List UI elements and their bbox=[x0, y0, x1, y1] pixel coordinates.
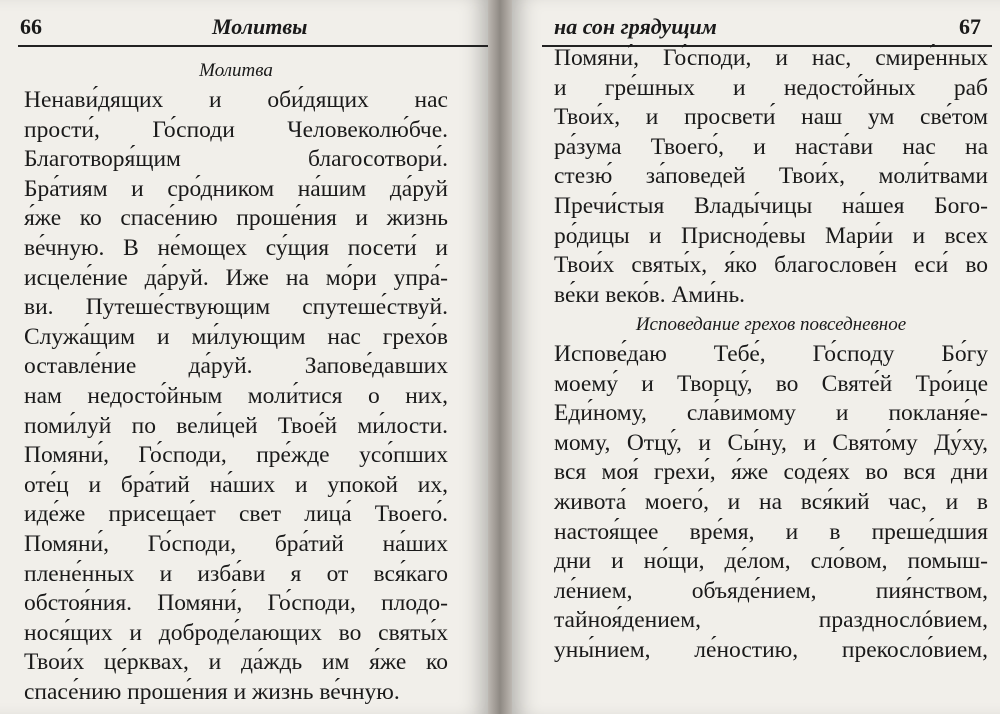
book-gutter bbox=[488, 0, 512, 714]
text-line: я́же ко спасе́нию проше́ния и жизнь bbox=[24, 205, 448, 232]
left-page-number: 66 bbox=[20, 14, 42, 39]
text-line: тайноя́дением, празднослóвием, bbox=[554, 607, 988, 634]
text-line: дни и но́щи, де́лом, сло́вом, помыш- bbox=[554, 548, 988, 575]
text-line: мому, Отцу́, и Сы́ну, и Свято́му Ду́ху, bbox=[554, 429, 988, 456]
text-line: Испове́даю Тебе́, Го́споду Бо́гу bbox=[554, 341, 988, 367]
left-page bbox=[0, 0, 488, 714]
text-line: настоя́щее вре́мя, и в преше́дшия bbox=[554, 518, 988, 545]
left-prayer-text bbox=[24, 86, 448, 707]
text-line: поми́луй по вели́цей Твое́й ми́лости. bbox=[24, 412, 448, 439]
text-line: живота́ моего́, и на вся́кий час, и в bbox=[554, 488, 988, 515]
text-line: Ненави́дящих и оби́дящих нас bbox=[24, 87, 448, 113]
text-line: спасе́нию проше́ния и жизнь ве́чную. bbox=[24, 678, 400, 705]
text-line: Благотворя́щим благосотвори́. bbox=[24, 146, 448, 173]
text-line: плене́нных и изба́ви я от вся́каго bbox=[24, 560, 448, 587]
right-page-number: 67 bbox=[959, 14, 981, 39]
text-line: ве́ки веко́в. Ами́нь. bbox=[554, 281, 746, 308]
right-section-title: Исповедание грехов повседневное bbox=[635, 314, 907, 335]
text-line: ве́чную. В не́мощех су́щия посети́ и bbox=[24, 234, 448, 261]
text-line: Помяни́, Го́споди, пре́жде усо́пших bbox=[24, 442, 448, 469]
left-section-title: Молитва bbox=[199, 60, 273, 81]
text-line: Бра́тиям и сро́дником на́шим да́руй bbox=[24, 175, 448, 202]
text-line: Твои́х це́рквах, и да́ждь им я́же ко bbox=[24, 649, 448, 676]
left-header-rule bbox=[18, 45, 488, 47]
text-line: исцеле́ние да́руй. Иже на мо́ри упра́- bbox=[24, 264, 448, 291]
text-line: оте́ц и бра́тий на́ших и упокой их, bbox=[24, 471, 448, 498]
text-line: и гре́шных и недосто́йных раб bbox=[554, 74, 988, 101]
text-line: обстоя́ния. Помяни́, Го́споди, плодо- bbox=[24, 590, 448, 617]
right-text-block-top bbox=[554, 44, 988, 310]
left-running-title: Молитвы bbox=[212, 14, 308, 39]
text-line: вся моя́ грехи́, я́же соде́ях во вся дни bbox=[554, 459, 988, 486]
text-line: уны́нием, ле́ностию, прекосло́вием, bbox=[554, 636, 988, 663]
text-line: Помяни́, Го́споди, бра́тий на́ших bbox=[24, 530, 448, 557]
left-text-block bbox=[24, 56, 448, 707]
text-line: ра́зума Твоего́, и наста́ви нас на bbox=[554, 133, 988, 160]
text-line: оставле́ние да́руй. Запове́давших bbox=[24, 353, 448, 380]
text-line: Пречи́стыя Влады́чицы на́шея Бого- bbox=[554, 192, 988, 219]
text-line: стезю́ за́поведей Твои́х, моли́твами bbox=[554, 163, 988, 190]
text-line: ле́нием, объяде́нием, пия́нством, bbox=[554, 577, 988, 604]
text-line: прости́, Го́споди Человеколю́бче. bbox=[24, 116, 448, 143]
right-running-title: на сон грядущим bbox=[554, 14, 717, 39]
text-line: иде́же присеща́ет свет лица́ Твоего́. bbox=[24, 501, 448, 528]
right-page bbox=[512, 0, 1000, 714]
text-line: ви. Путеше́ствующим спутеше́ствуй. bbox=[24, 294, 448, 321]
text-line: нося́щих и доброде́лающих во святы́х bbox=[24, 619, 448, 646]
right-text-block-bottom bbox=[554, 310, 988, 666]
text-line: нам недосто́йным моли́тися о них, bbox=[24, 382, 448, 409]
text-line: Твои́х, и просвети́ наш ум све́том bbox=[554, 104, 988, 131]
text-line: ро́дицы и Приснод́евы Мари́и и всех bbox=[554, 222, 988, 249]
text-line: моему́ и Творцу́, во Святе́й Тро́ице bbox=[554, 370, 988, 397]
text-line: Еди́ному, сла́вимому и покланя́е- bbox=[554, 400, 988, 427]
text-line: Помяни́, Го́споди, и нас, смире́нных bbox=[554, 45, 988, 71]
text-line: Твои́х святы́х, я́ко благослове́н еси́ во bbox=[554, 252, 988, 279]
text-line: Служа́щим и ми́лующим нас грехо́в bbox=[24, 323, 448, 350]
